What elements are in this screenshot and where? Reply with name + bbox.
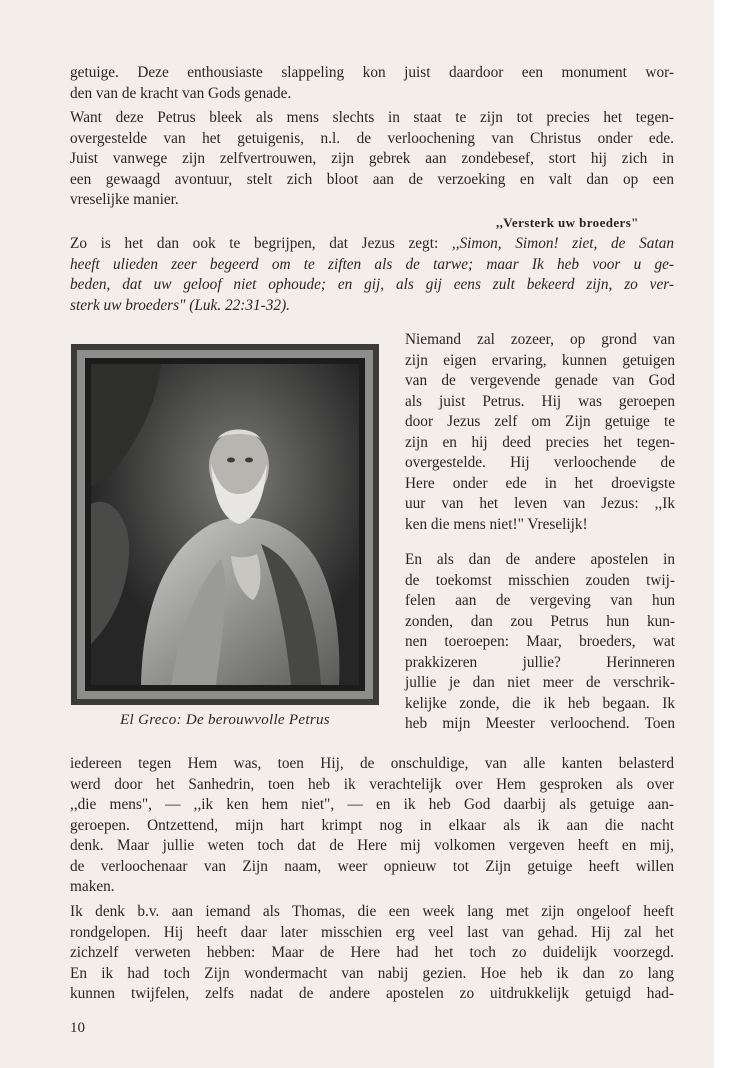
text-line: kunnen twijfelen, zelfs nadat de andere apostelen zo uitdrukkelijk getuigd had- bbox=[70, 985, 674, 1002]
text-line: kelijke zonde, die ik heb begaan. Ik bbox=[405, 694, 675, 712]
page-edge bbox=[714, 0, 738, 1068]
text-line: zijn eigen ervaring, kunnen getuigen bbox=[405, 351, 675, 369]
text-line: geroepen. Ontzettend, mijn hart krimpt nog in elkaar als ik aan die nacht bbox=[70, 816, 674, 834]
paragraph-5-full bbox=[70, 754, 674, 898]
text-line: overgestelde. Hij verloochende de bbox=[405, 454, 675, 471]
figure-caption: El Greco: De berouwvolle Petrus bbox=[120, 712, 330, 728]
bible-quote-line: sterk uw broeders" (Luk. 22:31-32). bbox=[70, 296, 290, 314]
text-line: de toekomst misschien zouden twij- bbox=[405, 571, 675, 589]
paragraph-5-column bbox=[405, 550, 675, 735]
text-line: een gewaagd avontuur, stelt zich bloot aan de verzoeking en valt dan op een bbox=[70, 170, 674, 188]
text-line: door Jezus zelf om Zijn getuige te bbox=[405, 413, 675, 430]
text-line: zijn en hij deed precies het tegen- bbox=[405, 433, 675, 451]
painting-repentant-peter-icon bbox=[71, 344, 379, 705]
text-line: nen toeroepen: Maar, broeders, wat bbox=[405, 633, 675, 650]
text-line: Here onder ede in het droevigste bbox=[405, 474, 675, 492]
text-line: den van de kracht van Gods genade. bbox=[70, 84, 292, 102]
text-line: maken. bbox=[70, 878, 115, 895]
text-line: Niemand zal zozeer, op grond van bbox=[405, 331, 675, 348]
text-line: ,,die mens", — ,,ik ken hem niet", — en ik heb God daarbij als getuige aan- bbox=[70, 796, 674, 813]
text-line: Ik denk b.v. aan iemand als Thomas, die een week lang met zijn ongeloof heeft bbox=[70, 903, 674, 920]
text-line: ken die mens niet!" Vreselijk! bbox=[405, 515, 588, 533]
text-line: Juist vanwege zijn zelfvertrouwen, zijn gebrek aan zondebesef, stort hij zich in bbox=[70, 150, 674, 167]
bible-quote: ,,Simon, Simon! ziet, de Satan bbox=[451, 235, 674, 252]
paragraph-1 bbox=[70, 63, 674, 104]
paragraph-2 bbox=[70, 108, 674, 211]
text-line: iedereen tegen Hem was, toen Hij, de onschuldige, van alle kanten belasterd bbox=[70, 755, 674, 772]
text-line: getuige. Deze enthousiaste slappeling kon juist daardoor een monument wor- bbox=[70, 64, 674, 81]
text-line: werd door het Sanhedrin, toen heb ik verachtelijk over Hem gesproken als over bbox=[70, 775, 674, 793]
bible-quote-line: heeft ulieden zeer begeerd om te ziften als de tarwe; maar Ik heb voor u ge- bbox=[70, 255, 674, 273]
text-line: de verloochenaar van Zijn naam, weer opnieuw tot Zijn getuige heeft willen bbox=[70, 857, 674, 875]
text-line: felen aan de vergeving van hun bbox=[405, 592, 675, 609]
text-line: denk. Maar jullie weten toch dat de Here mij volkomen vergeven heeft en mij, bbox=[70, 837, 674, 854]
text-line: van de vergevende genade van God bbox=[405, 372, 675, 389]
painting-image bbox=[71, 344, 379, 705]
page-number: 10 bbox=[70, 1020, 85, 1036]
text-line bbox=[70, 234, 674, 255]
text-line: heb mijn Meester verloochend. Toen bbox=[405, 715, 675, 732]
text-line: En ik had toch Zijn wondermacht van nabij gezien. Hoe heb ik dan zo lang bbox=[70, 964, 674, 982]
section-heading: ,,Versterk uw broeders" bbox=[496, 215, 639, 230]
text-line: En als dan de andere apostelen in bbox=[405, 551, 675, 568]
text-line: prakkizeren jullie? Herinneren bbox=[405, 653, 675, 671]
text-line: Want deze Petrus bleek als mens slechts in staat te zijn tot precies het tegen- bbox=[70, 109, 674, 126]
text-line: vreselijke manier. bbox=[70, 191, 179, 208]
text-line: zichzelf verweten hebben: Maar de Here had het toch zo duidelijk voorzegd. bbox=[70, 944, 674, 961]
text-line: als juist Petrus. Hij was geroepen bbox=[405, 392, 675, 410]
paragraph-3 bbox=[70, 234, 674, 316]
text-line: overgestelde van het getuigenis, n.l. de verloochening van Christus onder ede. bbox=[70, 129, 674, 147]
bible-quote-line: beden, dat uw geloof niet ophoude; en gij, als gij eens zult bekeerd zijn, zo ver- bbox=[70, 276, 674, 293]
text-line: zonden, dan zou Petrus hun kun- bbox=[405, 612, 675, 630]
paragraph-4 bbox=[405, 330, 675, 535]
paragraph-6 bbox=[70, 902, 674, 1005]
text-line: jullie je dan niet meer de verschrik- bbox=[405, 674, 675, 691]
text-line: rondgelopen. Hij heeft daar later misschien erg veel last van gehad. Hij zal het bbox=[70, 923, 674, 941]
text-line: uur van het leven van Jezus: ,,Ik bbox=[405, 495, 675, 512]
text-span: Zo is het dan ook te begrijpen, dat Jezus zegt: bbox=[70, 235, 452, 252]
